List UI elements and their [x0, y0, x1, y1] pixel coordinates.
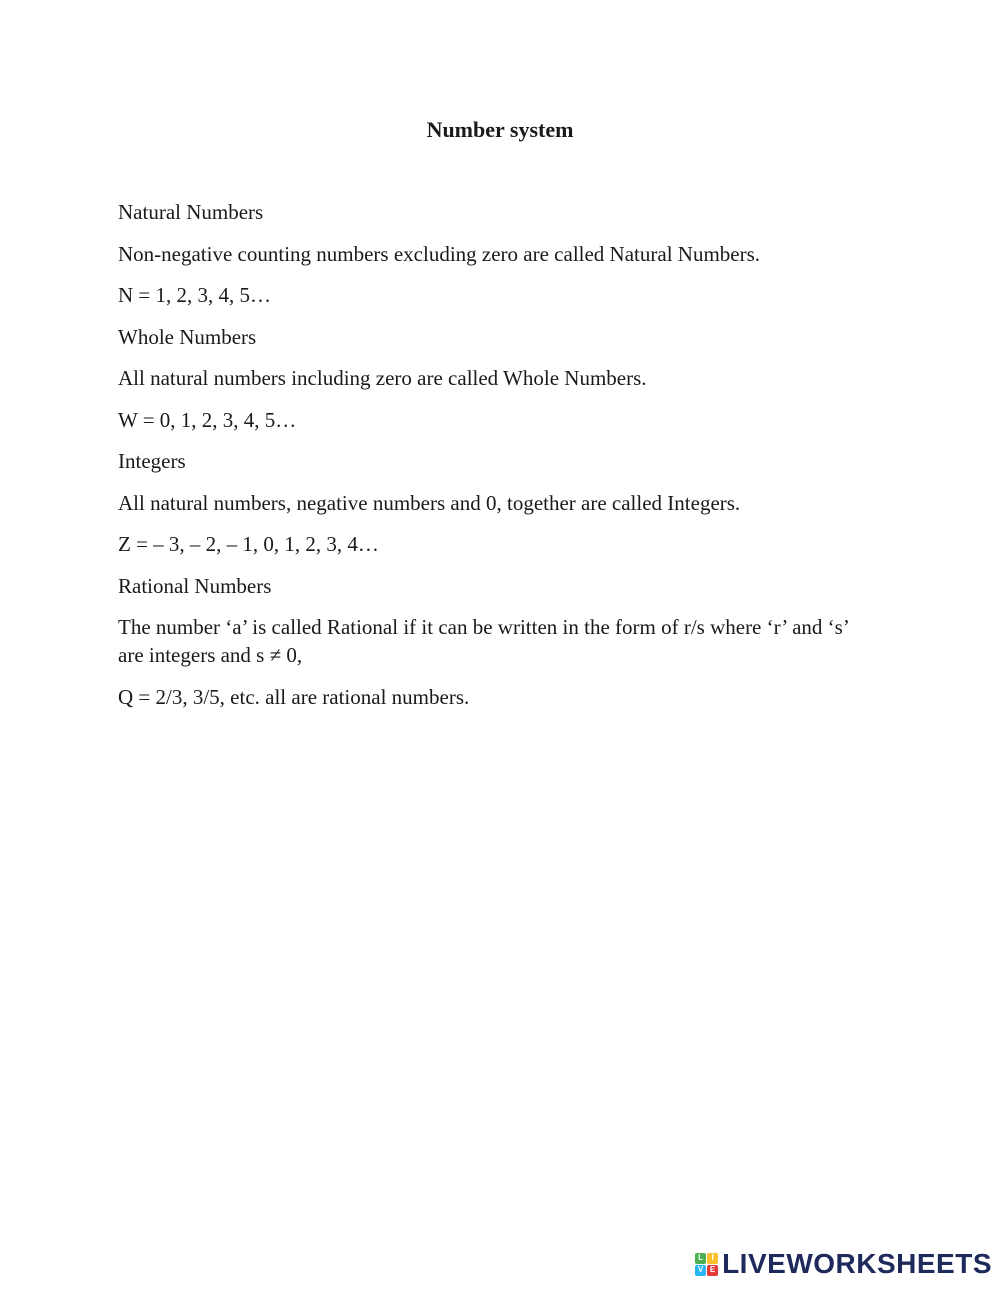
logo-letter-e: E	[707, 1265, 718, 1276]
logo-letter-i: I	[707, 1253, 718, 1264]
definition-rational: The number ‘a’ is called Rational if it can be written in the form of r/s where ‘r’ and ‘s’ are integers and s ≠ 0,	[118, 615, 849, 667]
definition-integers: All natural numbers, negative numbers and 0, together are called Integers.	[118, 490, 741, 515]
logo-letter-l: L	[695, 1253, 706, 1264]
section-heading-natural: Natural Numbers	[118, 200, 264, 224]
document-body	[118, 198, 878, 724]
logo-letter-v: V	[695, 1265, 706, 1276]
example-rational: Q = 2/3, 3/5, etc. all are rational numbers.	[118, 684, 470, 709]
brand-text: LIVEWORKSHEETS	[722, 1248, 992, 1279]
example-whole: W = 0, 1, 2, 3, 4, 5…	[118, 407, 297, 432]
section-heading-rational: Rational Numbers	[118, 573, 272, 598]
example-integers: Z = – 3, – 2, – 1, 0, 1, 2, 3, 4…	[118, 532, 379, 556]
section-heading-whole: Whole Numbers	[118, 324, 257, 349]
definition-natural: Non-negative counting numbers excluding zero are called Natural Numbers.	[118, 241, 761, 266]
page-title: Number system	[426, 117, 574, 142]
definition-whole: All natural numbers including zero are called Whole Numbers.	[118, 366, 647, 390]
section-heading-integers: Integers	[118, 449, 186, 473]
example-natural: N = 1, 2, 3, 4, 5…	[118, 283, 272, 307]
liveworksheets-logo-icon	[695, 1253, 718, 1276]
liveworksheets-brand	[695, 1249, 992, 1279]
